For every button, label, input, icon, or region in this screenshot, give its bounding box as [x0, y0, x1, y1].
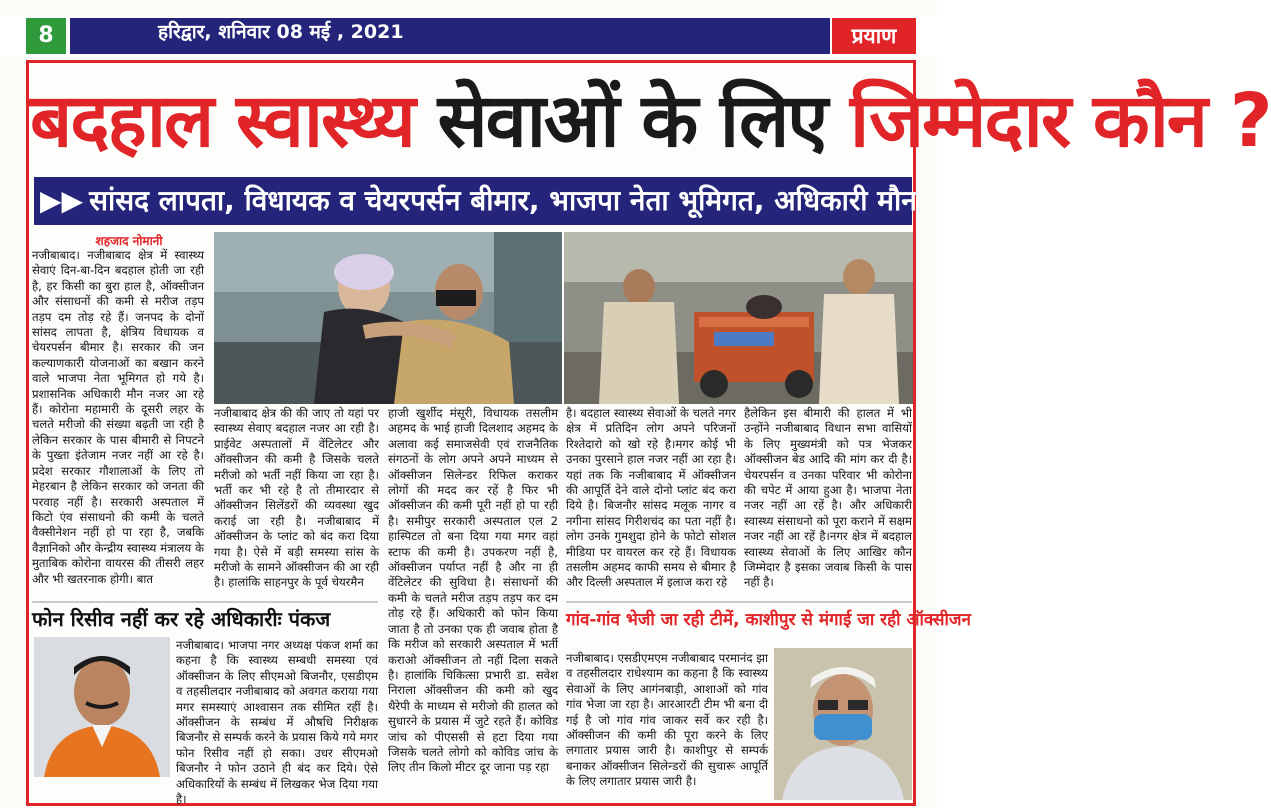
news-photo-patient-embrace [214, 232, 562, 404]
photo-pankaj-sharma [34, 637, 170, 777]
byline: शहजाद नोमानी [95, 234, 163, 248]
newspaper-brand: प्रयाण [832, 18, 916, 54]
article-column-4: है। बदहाल स्वास्थ्य सेवाओं के चलते नगर क्षेत्र में प्रतिदिन लोग अपने परिजनों रिश्तेदारो को खो रहे है।मगर कोई भी उनका पुरसाने हाल नजर नहीं आ रहा है। यहां तक कि नजीबाबाद में ऑक्सीजन की आपूर्ति देने वाले दोनो प्लांट बंद करा दिये है। बिजनौर सांसद मलूक नागर व नगीना सांसद गिरीशचंद का पता नहीं है। लोग उनके गुमशुदा होने के फोटो सोशल मीडिया पर वायरल कर रहे हैं। विधायक तसलीम अहमद काफी समय से बीमार है और दिल्ली अस्पताल में इलाज करा रहे [566, 406, 736, 590]
box-right-title: गांव-गांव भेजी जा रही टीमें, काशीपुर से मंगाई जा रही ऑक्सीजन [566, 610, 971, 630]
article-column-1: नजीबाबाद। नजीबाबाद क्षेत्र में स्वास्थ्य सेवाएं दिन-बा-दिन बदहाल होती जा रही है, हर किसी का बुरा हाल है, ऑक्सीजन और संसाधनों की कमी से मरीज तड़प तड़प दम तोड़ रहे हैं। जनपद के दोनों सांसद लापता है, क्षेत्रिय विधायक व चेयरपर्सन बीमार है। सरकार की जन कल्याणकारी योजनाओं का बखान करने वाले भाजपा नेता भूमिगत हो गये है। प्रशासनिक अधिकारी मौन नजर आ रहे हैं। कोरोना महामारी के दूसरी लहर के चलते मरीजो की संख्या बढ़ती जा रही है लेकिन सरकार के पास बीमारी से निपटने के पुख्ता इंतेजाम नजर नहीं आ रहे है। प्रदेश सरकार गौशालाओं के लिए तो मेहरबान है लेकिन सरकार को जनता की परवाह नहीं है। सरकारी अस्पताल में किटो एंव संसाधनो की कमी के चलते वैक्सीनेशन नहीं हो पा रहा है, जबकि वैज्ञानिको और केन्द्रीय स्वास्थ्य मंत्रालय के मुताबिक कोरोना वायरस की तीसरी लहर और भी खतरनाक होगी। बात [32, 248, 204, 586]
masthead [0, 16, 937, 56]
photo-sdm-official [774, 648, 912, 800]
box-left-body-wrap [176, 638, 378, 807]
box-left-title: फोन रिसीव नहीं कर रहे अधिकारीः पंकज [32, 607, 331, 631]
double-arrow-icon: ▶▶ [40, 184, 84, 217]
subheadline-text: सांसद लापता, विधायक व चेयरपर्सन बीमार, भाजपा नेता भूमिगत, अधिकारी मौन [89, 184, 917, 217]
headline-part-1: बदहाल स्वास्थ्य [30, 78, 438, 164]
portrait-official-illustration [774, 648, 912, 800]
dateline-strip [70, 18, 830, 54]
article-column-2: नजीबाबाद क्षेत्र की की जाए तो यहां पर स्वास्थ्य सेवाए बदहाल नजर आ रही है। प्राईवेट अस्पतालों में वेंटिलेटर और ऑक्सीजन की कमी है जिसके चलते मरीजो को भर्ती नहीं किया जा रहा है। भर्ती कर भी रहे है तो तीमारदार से ऑक्सीजन सिलेंडरों की व्यवस्था खुद कराई जा रही है। नजीबाबाद में ऑक्सीजन के प्लांट को बंद करा दिया गया है। ऐसे में बड़ी समस्या सांस के मरीजो के सामने ऑक्सीजन की आ रही है। हालांकि साहनपुर के पूर्व चेयरमैन [214, 406, 379, 590]
portrait-man-illustration [34, 637, 170, 777]
divider-left-box [32, 601, 378, 603]
headline-question-mark: ? [1229, 78, 1271, 164]
news-photo-patients-cart [564, 232, 913, 404]
article-column-3: हाजी खुर्शीद मंसूरी, विधायक तसलीम अहमद के भाई हाजी दिलशाद अहमद के अलावा कई समाजसेवी एवं राजनैतिक संगठनों के लोग अपने अपने माध्यम से ऑक्सीजन सिलेन्डर रिफिल कराकर लोगों की मदद कर रहें है फिर भी ऑक्सीजन की कमी पूरी नहीं हो पा रही है। समीपुर सरकारी अस्पताल एल 2 हास्पिटल तो बना दिया गया मगर वहां स्टाफ की कमी है। उपकरण नहीं है, ऑक्सीजन पर्याप्त नहीं है और ना ही वेंटिलेटर की सुविधा है। संसाधनों की कमी के चलते मरीज तड़प तड़प कर दम तोड़ रहे हैं। अधिकारी को फोन किया जाता है तो उनका एक ही जवाब होता है कि मरीज को सरकारी अस्पताल में भर्ती कराओ ऑक्सीजन तो नहीं दिला सकते है। हालांकि चिकित्सा प्रभारी डा. सवेश निराला ऑक्सीजन की कमी को खुद थैरेपी के माध्यम से मरीजो की हालत को सुधारने के प्रयास में जुटे रहते हैं। कोविड जांच को पीएससी से हटा दिया गया जिसके चलते लोगो को कोविड जांच के लिए तीन किलो मीटर दूर जाना पड़ रहा [388, 406, 558, 775]
page-number: 8 [26, 18, 66, 54]
subheadline [34, 177, 917, 225]
headline-part-2: सेवाओं के लिए [437, 78, 850, 164]
photo-patient-embrace-illustration [214, 232, 562, 404]
headline [30, 76, 1271, 166]
box-right-body: नजीबाबाद। एसडीएमएम नजीबाबाद परमानंद झा व तहसीलदार राधेश्याम का कहना है कि स्वास्थ्य सेवाओं के लिए आगंनबाड़ी, आशाओं को गांव गांव भेजा जा रहा है। आरआरटी टीम भी बना दी गई है जो गांव गांव जाकर सर्वे कर रही है। ऑक्सीजन की कमी की पूरा करने के लिए लगातार प्रयास जारी है। काशीपुर से सम्पर्क बनाकर ऑक्सीजन सिलेन्डरों की सुचारू आपूर्ति के लिए लगातार प्रयास जारी है। [566, 651, 768, 789]
dateline: हरिद्वार, शनिवार 08 मई , 2021 [158, 21, 404, 43]
box-right-body-wrap [566, 651, 768, 801]
box-left-body: नजीबाबाद। भाजपा नगर अध्यक्ष पंकज शर्मा का कहना है कि स्वास्थ्य सम्बधी समस्या एवं ऑक्सीजन के लिए सीएमओ बिजनौर, एसडीएम व तहसीलदार नजीबाबाद को अवगत कराया गया मगर समस्याएं आश्वासन तक सीमित रहीं है। ऑक्सीजन के सम्बंध में औषधि निरीक्षक बिजनौर से सम्पर्क करने के प्रयास किये गये मगर फोन रिसीव नहीं हो सका। उधर सीएमओ बिजनौर ने फोन उठाने ही बंद कर दिये। ऐसे अधिकारियों के सम्बंध में लिखकर भेज दिया गया है। [176, 638, 378, 807]
divider-right-box [566, 601, 912, 603]
headline-part-3: जिम्मेदार कौन [849, 78, 1230, 164]
article-column-5: हैलेकिन इस बीमारी की हालत में भी उन्होंने नजीबाबाद विधान सभा वासियों के लिए मुख्यमंत्री को पत्र भेजकर ऑक्सीजन बेड आदि की मांग कर दी है।चेयरपर्सन व उनका परिवार भी कोरोना की चपेट में आया हुआ है। भाजपा नेता नजर नहीं आ रहें है। और अधिकारी स्वास्थ्य संसाधनो को पूरा कराने में सक्षम नजर नहीं आ रहें है।नगर क्षेत्र में बदहाल स्वास्थ्य सेवाओं के लिए आखिर कौन जिम्मेदार है इसका जवाब किसी के पास नहीं है। [744, 406, 912, 590]
photo-patients-cart-illustration [564, 232, 913, 404]
